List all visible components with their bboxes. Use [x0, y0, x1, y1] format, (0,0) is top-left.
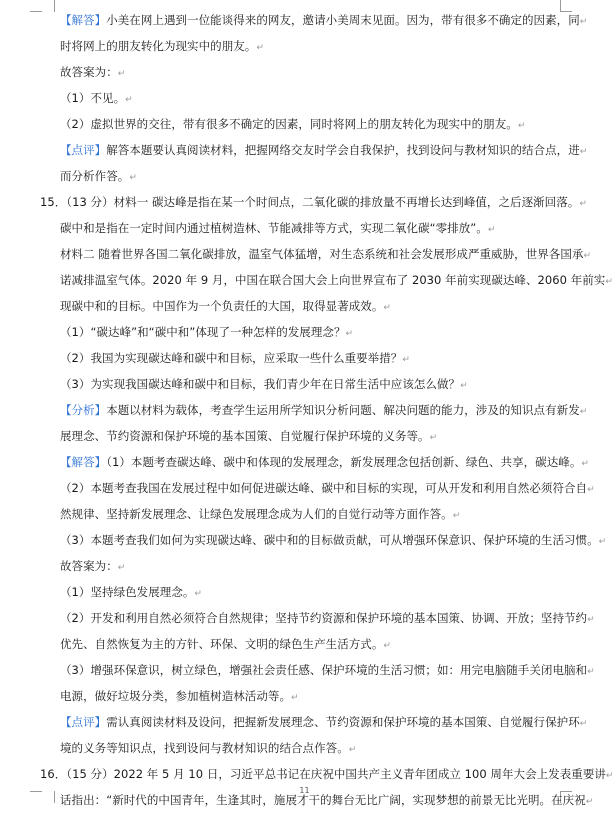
text-line	[40, 632, 572, 658]
line-text: 15．（13 分）材料一 碳达峰是指在某一个时间点，二氧化碳的排放量不再增长达到峰值，之后逐渐回落。	[40, 195, 580, 209]
paragraph-mark-icon: ↵	[605, 771, 614, 781]
text-line	[40, 554, 572, 580]
line-text: 话指出：“新时代的中国青年，生逢其时，施展才干的舞台无比广阔，实现梦想的前景无比光明。在庆祝	[60, 793, 586, 807]
paragraph-mark-icon: ↵	[487, 225, 496, 235]
line-text: 需认真阅读材料及设问，把握新发展理念、节约资源和保护环境的基本国策、自觉履行保护环	[106, 715, 580, 729]
paragraph-mark-icon: ↵	[402, 355, 410, 365]
line-text: （2）虚拟世界的交往，带有很多不确定的因素，同时将网上的朋友转化为现实中的朋友。	[60, 117, 518, 131]
line-text: 然规律、坚持新发展理念、让绿色发展理念成为人们的自觉行动等方面作答。	[60, 507, 453, 521]
paragraph-mark-icon: ↵	[348, 745, 357, 755]
text-line	[40, 606, 595, 632]
text-line	[40, 320, 572, 346]
line-text: （1）“碳达峰”和“碳中和”体现了一种怎样的发展理念？	[60, 325, 346, 339]
text-line	[40, 398, 588, 424]
paragraph-mark-icon: ↵	[429, 433, 438, 443]
paragraph-mark-icon: ↵	[598, 537, 607, 547]
section-tag: 【点评】	[60, 143, 107, 157]
question-line	[40, 190, 587, 216]
line-text: （2）本题考查我国在发展过程中如何促进碳达峰、碳中和目标的实现，可从开发和利用自然必须符合自	[60, 481, 588, 495]
paragraph-mark-icon: ↵	[125, 95, 133, 105]
text-line	[40, 60, 572, 86]
text-line	[40, 216, 572, 242]
text-line	[40, 8, 588, 34]
line-text: 本题以材料为载体，考查学生运用所学知识分析问题、解决问题的能力，涉及的知识点有新发	[106, 403, 580, 417]
paragraph-mark-icon: ↵	[460, 381, 468, 391]
paragraph-mark-icon: ↵	[579, 407, 588, 417]
line-text: （3）本题考查我们如何为实现碳达峰、碳中和的目标做贡献，可从增强环保意识、保护环境的生活习惯。	[60, 533, 599, 547]
text-line	[40, 528, 607, 554]
text-line	[40, 86, 572, 112]
paragraph-mark-icon: ↵	[117, 563, 126, 573]
line-text: （1）不见。	[60, 91, 126, 105]
line-text: 现碳中和的目标。中国作为一个负责任的大国，取得显著成效。	[60, 299, 384, 313]
text-line	[40, 372, 572, 398]
line-text: 故答案为：	[60, 559, 118, 573]
paragraph-mark-icon: ↵	[117, 69, 126, 79]
text-line	[40, 684, 572, 710]
text-line	[40, 294, 572, 320]
text-line	[40, 658, 595, 684]
line-text: （1）本题考查碳达峰、碳中和体现的发展理念，新发展理念包括创新、绿色、共享，碳达峰。	[106, 455, 582, 469]
line-text: 优先、自然恢复为主的方针、环保、文明的绿色生产生活方式。	[60, 637, 384, 651]
page-number: 11	[299, 786, 310, 795]
text-line	[40, 450, 589, 476]
line-text: 碳中和是指在一定时间内通过植树造林、节能减排等方式，实现二氧化碳“零排放”。	[60, 221, 488, 235]
section-tag: 【点评】	[60, 715, 107, 729]
paragraph-mark-icon: ↵	[291, 693, 299, 703]
paragraph-mark-icon: ↵	[383, 641, 391, 651]
line-text: 材料二 随着世界各国二氧化碳排放，温室气体猛增，对生态系统和社会发展形成严重威胁，世界各国承	[60, 247, 584, 261]
paragraph-mark-icon: ↵	[587, 667, 595, 677]
paragraph-mark-icon: ↵	[383, 303, 391, 313]
line-text: 展理念、节约资源和保护环境的基本国策、自觉履行保护环境的义务等。	[60, 429, 430, 443]
line-text: 16．（15 分）2022 年 5 月 10 日，习近平总书记在庆祝中国共产主义青年团成立 100 周年大会上发表重要讲	[40, 767, 606, 781]
paragraph-mark-icon: ↵	[581, 459, 589, 469]
paragraph-mark-icon: ↵	[517, 121, 526, 131]
paragraph-mark-icon: ↵	[129, 173, 137, 183]
document-body	[40, 8, 614, 814]
paragraph-mark-icon: ↵	[579, 719, 588, 729]
line-text: 诺减排温室气体。2020 年 9 月，中国在联合国大会上向世界宣布了 2030 年前实现碳达峰、2060 年前实	[60, 273, 606, 287]
text-line	[40, 138, 588, 164]
text-line	[40, 164, 572, 190]
line-text: 电源，做好垃圾分类，参加植树造林活动等。	[60, 689, 291, 703]
paragraph-mark-icon: ↵	[579, 17, 588, 27]
line-text: 小美在网上遇到一位能谈得来的网友，邀请小美周末见面。因为，带有很多不确定的因素，同	[106, 13, 580, 27]
paragraph-mark-icon: ↵	[579, 199, 587, 209]
section-tag: 【解答】	[60, 455, 107, 469]
paragraph-mark-icon: ↵	[587, 615, 595, 625]
text-line	[40, 268, 613, 294]
text-line	[40, 424, 572, 450]
paragraph-mark-icon: ↵	[583, 251, 592, 261]
text-line	[40, 710, 588, 736]
line-text: 而分析作答。	[60, 169, 130, 183]
text-line	[40, 34, 572, 60]
line-text: 解答本题要认真阅读材料，把握网络交友时学会自我保护，找到设问与教材知识的结合点，进	[106, 143, 580, 157]
line-text: （3）增强环保意识，树立绿色，增强社会责任感、保护环境的生活习惯；如：用完电脑随手关闭电脑和	[60, 663, 588, 677]
line-text: （1）坚持绿色发展理念。	[60, 585, 195, 599]
text-line	[40, 346, 572, 372]
paragraph-mark-icon: ↵	[585, 797, 594, 807]
paragraph-mark-icon: ↵	[194, 589, 203, 599]
paragraph-mark-icon: ↵	[345, 329, 354, 339]
paragraph-mark-icon: ↵	[579, 147, 588, 157]
text-line	[40, 736, 572, 762]
paragraph-mark-icon: ↵	[256, 43, 264, 53]
line-text: 故答案为：	[60, 65, 118, 79]
line-text: （2）我国为实现碳达峰和碳中和目标，应采取一些什么重要举措？	[60, 351, 403, 365]
text-line	[40, 580, 572, 606]
text-line	[40, 476, 595, 502]
line-text: （2）开发和利用自然必须符合自然规律；坚持节约资源和保护环境的基本国策、协调、开放；坚持节约	[60, 611, 588, 625]
paragraph-mark-icon: ↵	[452, 511, 461, 521]
line-text: （3）为实现我国碳达峰和碳中和目标，我们青少年在日常生活中应该怎么做？	[60, 377, 461, 391]
question-line	[40, 762, 614, 788]
paragraph-mark-icon: ↵	[587, 485, 595, 495]
text-line	[40, 242, 592, 268]
line-text: 境的义务等知识点，找到设问与教材知识的结合点作答。	[60, 741, 349, 755]
text-line	[40, 112, 572, 138]
text-line	[40, 502, 572, 528]
section-tag: 【解答】	[60, 13, 107, 27]
section-tag: 【分析】	[60, 403, 107, 417]
line-text: 时将网上的朋友转化为现实中的朋友。	[60, 39, 257, 53]
paragraph-mark-icon: ↵	[605, 277, 613, 287]
